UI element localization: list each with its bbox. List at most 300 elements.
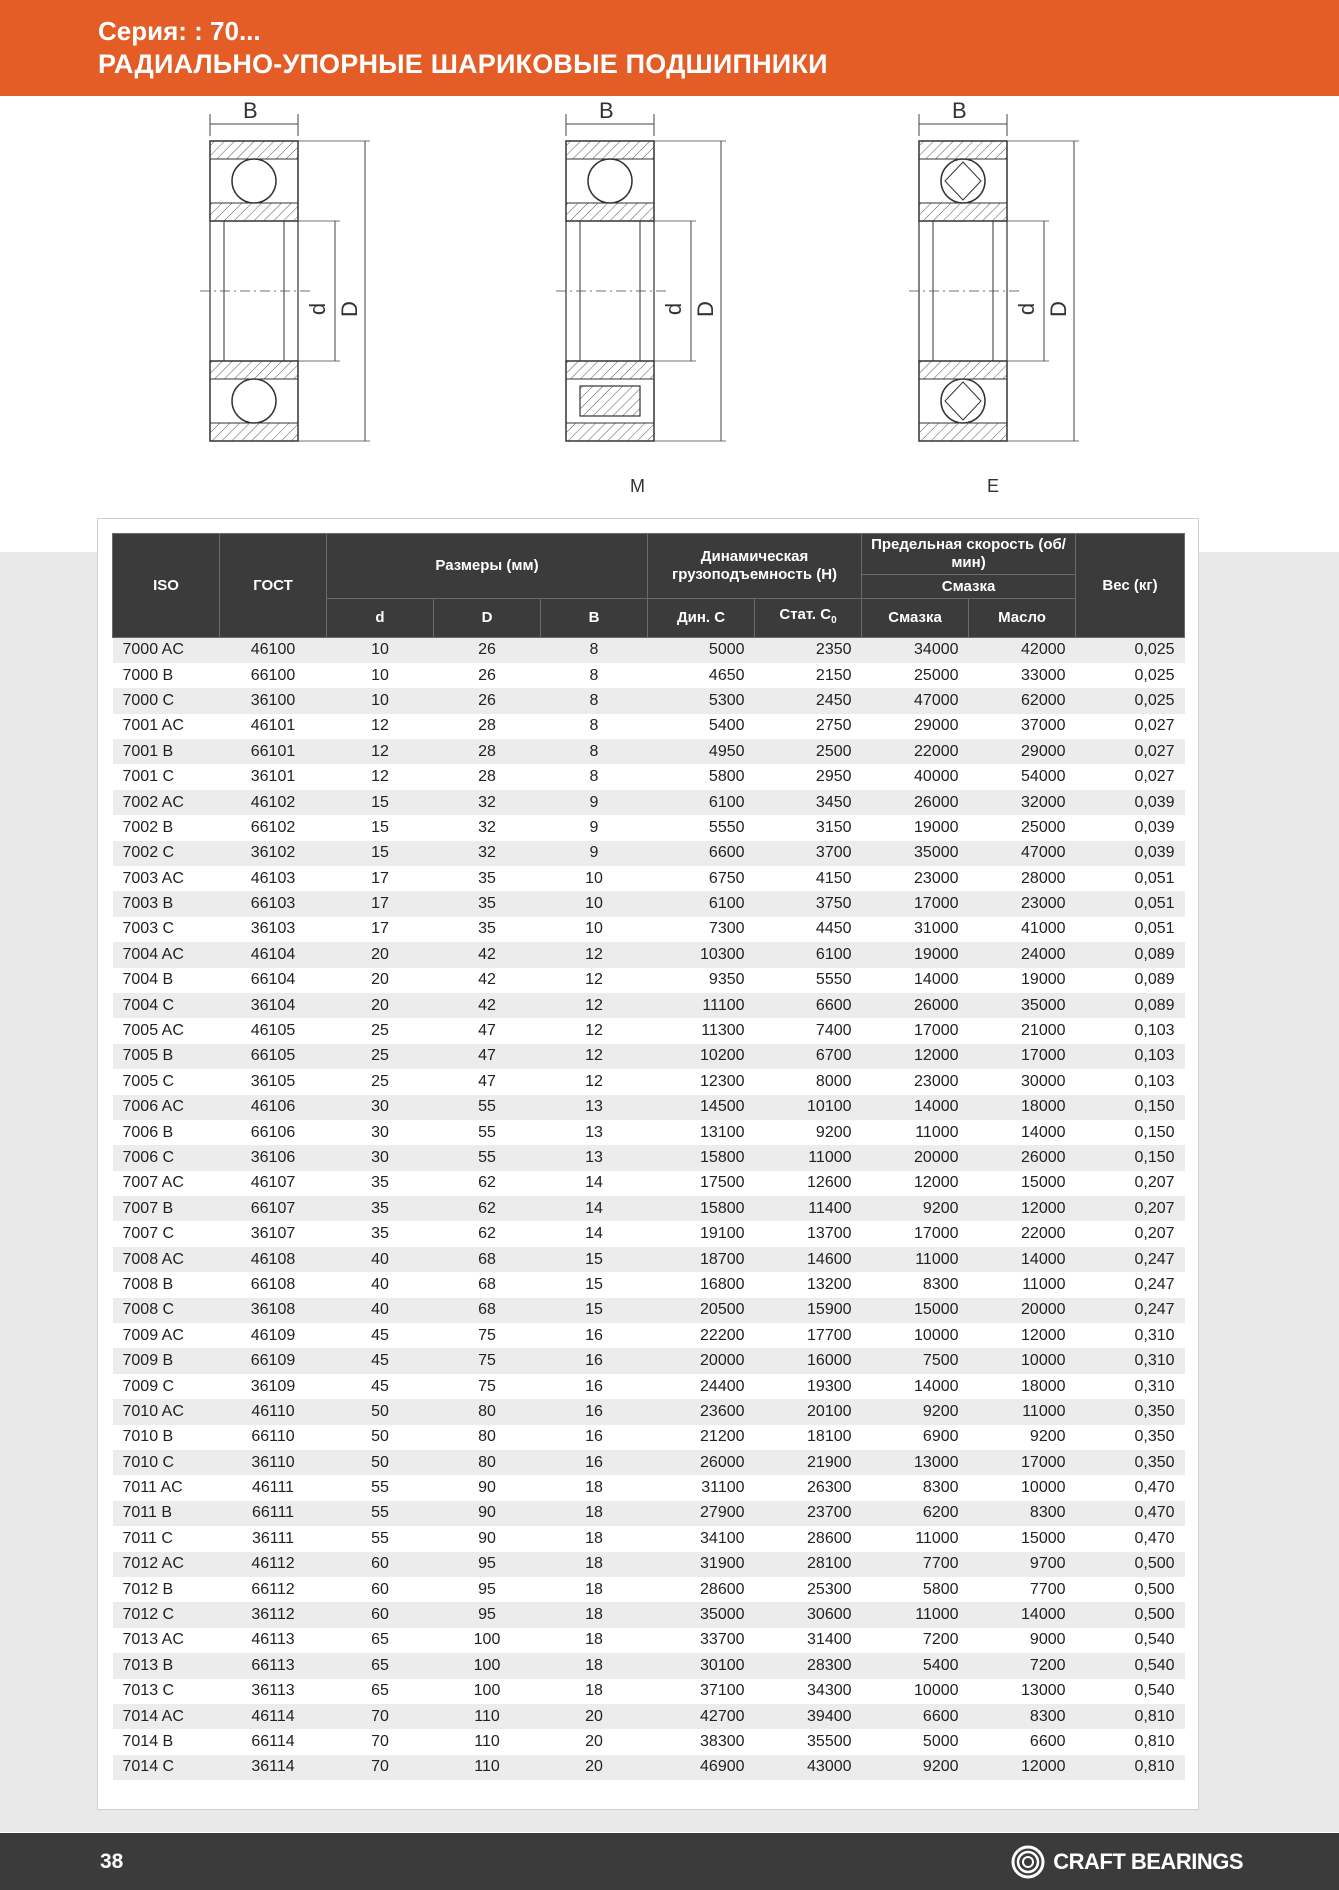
table-cell: 17	[327, 891, 434, 916]
table-cell: 0,500	[1076, 1552, 1185, 1577]
bearing-drawing-ac	[200, 106, 380, 466]
table-cell: 42000	[969, 638, 1076, 663]
table-cell: 34000	[862, 638, 969, 663]
table-cell: 37100	[648, 1679, 755, 1704]
table-cell: 26000	[862, 790, 969, 815]
table-cell: 28600	[648, 1577, 755, 1602]
table-cell: 18	[541, 1475, 648, 1500]
table-cell: 4950	[648, 739, 755, 764]
table-cell: 8300	[862, 1475, 969, 1500]
table-cell: 13	[541, 1120, 648, 1145]
table-cell: 36105	[220, 1069, 327, 1094]
table-cell: 10	[327, 638, 434, 663]
table-cell: 25300	[755, 1577, 862, 1602]
table-cell: 55	[327, 1501, 434, 1526]
table-cell: 11100	[648, 993, 755, 1018]
col-header-dims: Размеры (мм)	[327, 534, 648, 599]
table-cell: 15	[327, 815, 434, 840]
table-cell: 7006 B	[113, 1120, 220, 1145]
table-cell: 7001 AC	[113, 714, 220, 739]
table-cell: 50	[327, 1425, 434, 1450]
table-cell: 18100	[755, 1425, 862, 1450]
drawing-label-d-small: d	[1014, 302, 1040, 316]
table-cell: 5000	[648, 638, 755, 663]
table-row	[113, 1679, 1185, 1704]
table-cell: 36108	[220, 1298, 327, 1323]
table-row	[113, 1628, 1185, 1653]
table-cell: 16	[541, 1399, 648, 1424]
table-cell: 7013 B	[113, 1653, 220, 1678]
table-row	[113, 1704, 1185, 1729]
table-cell: 0,470	[1076, 1526, 1185, 1551]
table-cell: 0,027	[1076, 714, 1185, 739]
brand-ring-icon	[1011, 1845, 1045, 1879]
table-cell: 46109	[220, 1323, 327, 1348]
table-cell: 12000	[862, 1171, 969, 1196]
table-cell: 26300	[755, 1475, 862, 1500]
table-cell: 31900	[648, 1552, 755, 1577]
table-cell: 7012 AC	[113, 1552, 220, 1577]
table-cell: 7011 AC	[113, 1475, 220, 1500]
table-cell: 11000	[969, 1399, 1076, 1424]
table-cell: 36103	[220, 917, 327, 942]
table-cell: 17	[327, 917, 434, 942]
table-cell: 2150	[755, 663, 862, 688]
table-cell: 6600	[862, 1704, 969, 1729]
table-cell: 10	[541, 917, 648, 942]
table-cell: 0,089	[1076, 942, 1185, 967]
table-cell: 7011 B	[113, 1501, 220, 1526]
table-cell: 8	[541, 739, 648, 764]
table-cell: 66104	[220, 968, 327, 993]
table-cell: 25	[327, 1018, 434, 1043]
table-cell: 46113	[220, 1628, 327, 1653]
table-cell: 17000	[862, 1018, 969, 1043]
table-cell: 28	[434, 739, 541, 764]
table-cell: 7006 AC	[113, 1095, 220, 1120]
table-row	[113, 1755, 1185, 1780]
table-cell: 46106	[220, 1095, 327, 1120]
table-cell: 0,150	[1076, 1095, 1185, 1120]
table-row	[113, 1501, 1185, 1526]
drawing-label-d-large: D	[1045, 301, 1071, 317]
table-cell: 65	[327, 1628, 434, 1653]
table-cell: 2500	[755, 739, 862, 764]
table-cell: 14	[541, 1171, 648, 1196]
table-cell: 12000	[862, 1044, 969, 1069]
table-cell: 7200	[862, 1628, 969, 1653]
table-cell: 110	[434, 1729, 541, 1754]
table-cell: 20	[541, 1755, 648, 1780]
table-row	[113, 1018, 1185, 1043]
table-cell: 19300	[755, 1374, 862, 1399]
table-cell: 30	[327, 1120, 434, 1145]
table-cell: 20000	[862, 1145, 969, 1170]
table-cell: 29000	[969, 739, 1076, 764]
table-cell: 110	[434, 1755, 541, 1780]
table-cell: 35	[434, 917, 541, 942]
table-cell: 20000	[969, 1298, 1076, 1323]
table-cell: 68	[434, 1272, 541, 1297]
table-cell: 2950	[755, 764, 862, 789]
table-row	[113, 1374, 1185, 1399]
table-cell: 0,310	[1076, 1374, 1185, 1399]
table-cell: 45	[327, 1374, 434, 1399]
table-cell: 9200	[862, 1755, 969, 1780]
table-cell: 20	[541, 1729, 648, 1754]
col-header-speed: Предельная скорость (об/мин)	[862, 534, 1076, 575]
table-cell: 35500	[755, 1729, 862, 1754]
table-cell: 0,207	[1076, 1171, 1185, 1196]
table-row	[113, 866, 1185, 891]
col-header-d: d	[327, 599, 434, 638]
table-cell: 7014 C	[113, 1755, 220, 1780]
table-cell: 10	[327, 663, 434, 688]
stat-c-label: Стат. С	[779, 606, 832, 623]
table-cell: 36107	[220, 1221, 327, 1246]
table-cell: 10	[541, 891, 648, 916]
table-cell: 95	[434, 1602, 541, 1627]
table-cell: 0,350	[1076, 1450, 1185, 1475]
table-cell: 11400	[755, 1196, 862, 1221]
table-row	[113, 1729, 1185, 1754]
table-cell: 7000 C	[113, 688, 220, 713]
table-cell: 32000	[969, 790, 1076, 815]
table-cell: 0,207	[1076, 1196, 1185, 1221]
table-cell: 0,027	[1076, 764, 1185, 789]
table-cell: 7007 C	[113, 1221, 220, 1246]
drawing-label-b: B	[952, 98, 967, 123]
table-cell: 30600	[755, 1602, 862, 1627]
table-row	[113, 1095, 1185, 1120]
table-cell: 6700	[755, 1044, 862, 1069]
table-cell: 17500	[648, 1171, 755, 1196]
table-cell: 47	[434, 1044, 541, 1069]
table-cell: 68	[434, 1247, 541, 1272]
table-cell: 31400	[755, 1628, 862, 1653]
table-cell: 25	[327, 1069, 434, 1094]
table-cell: 70	[327, 1755, 434, 1780]
table-cell: 80	[434, 1399, 541, 1424]
table-cell: 35	[327, 1196, 434, 1221]
table-cell: 7002 C	[113, 841, 220, 866]
table-cell: 42700	[648, 1704, 755, 1729]
table-cell: 9200	[862, 1399, 969, 1424]
table-cell: 18	[541, 1501, 648, 1526]
table-cell: 36111	[220, 1526, 327, 1551]
table-cell: 16	[541, 1323, 648, 1348]
table-cell: 6100	[648, 891, 755, 916]
variant-label-e: E	[987, 476, 1000, 496]
table-cell: 26	[434, 688, 541, 713]
table-cell: 9200	[755, 1120, 862, 1145]
table-cell: 41000	[969, 917, 1076, 942]
table-row	[113, 1323, 1185, 1348]
table-cell: 46108	[220, 1247, 327, 1272]
table-cell: 5550	[755, 968, 862, 993]
table-cell: 66112	[220, 1577, 327, 1602]
table-row	[113, 739, 1185, 764]
table-cell: 17000	[862, 891, 969, 916]
table-cell: 28	[434, 764, 541, 789]
table-cell: 8	[541, 638, 648, 663]
table-cell: 7004 AC	[113, 942, 220, 967]
table-cell: 12000	[969, 1755, 1076, 1780]
table-cell: 9700	[969, 1552, 1076, 1577]
col-header-outer-d: D	[434, 599, 541, 638]
table-cell: 0,089	[1076, 968, 1185, 993]
table-cell: 66106	[220, 1120, 327, 1145]
table-cell: 5400	[648, 714, 755, 739]
table-cell: 42	[434, 993, 541, 1018]
table-row	[113, 1552, 1185, 1577]
table-row	[113, 1145, 1185, 1170]
table-cell: 3750	[755, 891, 862, 916]
table-cell: 7004 B	[113, 968, 220, 993]
table-cell: 10	[541, 866, 648, 891]
table-cell: 12	[541, 1018, 648, 1043]
col-header-grease: Смазка	[862, 599, 969, 638]
table-cell: 9200	[969, 1425, 1076, 1450]
table-cell: 66100	[220, 663, 327, 688]
table-row	[113, 1450, 1185, 1475]
table-cell: 0,089	[1076, 993, 1185, 1018]
table-cell: 0,025	[1076, 688, 1185, 713]
table-cell: 14000	[862, 968, 969, 993]
table-cell: 15000	[862, 1298, 969, 1323]
table-cell: 7009 AC	[113, 1323, 220, 1348]
table-row	[113, 663, 1185, 688]
table-row	[113, 891, 1185, 916]
table-cell: 7003 B	[113, 891, 220, 916]
table-cell: 46900	[648, 1755, 755, 1780]
table-cell: 28100	[755, 1552, 862, 1577]
table-cell: 0,039	[1076, 790, 1185, 815]
table-cell: 6900	[862, 1425, 969, 1450]
table-body	[113, 638, 1185, 1781]
drawing-label-b: B	[599, 98, 614, 123]
table-cell: 8300	[969, 1501, 1076, 1526]
table-cell: 26000	[862, 993, 969, 1018]
table-cell: 23000	[862, 1069, 969, 1094]
table-cell: 0,103	[1076, 1069, 1185, 1094]
table-cell: 55	[434, 1120, 541, 1145]
table-cell: 66105	[220, 1044, 327, 1069]
table-cell: 14	[541, 1221, 648, 1246]
table-cell: 25000	[969, 815, 1076, 840]
table-cell: 19000	[862, 942, 969, 967]
table-cell: 46102	[220, 790, 327, 815]
table-cell: 2450	[755, 688, 862, 713]
table-cell: 36104	[220, 993, 327, 1018]
table-cell: 35	[327, 1221, 434, 1246]
table-cell: 20	[327, 942, 434, 967]
table-cell: 66113	[220, 1653, 327, 1678]
table-cell: 46112	[220, 1552, 327, 1577]
brand-logo	[1011, 1846, 1243, 1878]
table-cell: 7005 AC	[113, 1018, 220, 1043]
table-cell: 7011 C	[113, 1526, 220, 1551]
table-cell: 6600	[755, 993, 862, 1018]
table-cell: 10	[327, 688, 434, 713]
table-cell: 6600	[648, 841, 755, 866]
table-row	[113, 841, 1185, 866]
table-cell: 42	[434, 942, 541, 967]
table-cell: 13100	[648, 1120, 755, 1145]
table-cell: 22200	[648, 1323, 755, 1348]
table-cell: 14000	[969, 1247, 1076, 1272]
table-cell: 7003 AC	[113, 866, 220, 891]
table-cell: 8300	[862, 1272, 969, 1297]
table-cell: 0,247	[1076, 1298, 1185, 1323]
bearing-drawing-e	[909, 106, 1089, 466]
table-cell: 12	[327, 764, 434, 789]
table-cell: 35000	[969, 993, 1076, 1018]
table-cell: 28300	[755, 1653, 862, 1678]
table-cell: 19000	[862, 815, 969, 840]
table-cell: 62000	[969, 688, 1076, 713]
table-cell: 13	[541, 1145, 648, 1170]
table-cell: 29000	[862, 714, 969, 739]
table-cell: 0,500	[1076, 1577, 1185, 1602]
table-cell: 25	[327, 1044, 434, 1069]
col-header-dynamic: Динамическая грузоподъемность (Н)	[648, 534, 862, 599]
table-cell: 15	[327, 841, 434, 866]
bearing-drawings	[0, 96, 1339, 516]
table-cell: 17	[327, 866, 434, 891]
table-row	[113, 638, 1185, 663]
table-cell: 0,150	[1076, 1120, 1185, 1145]
table-cell: 0,039	[1076, 815, 1185, 840]
table-cell: 5550	[648, 815, 755, 840]
table-cell: 13200	[755, 1272, 862, 1297]
table-cell: 11000	[862, 1526, 969, 1551]
table-cell: 7014 B	[113, 1729, 220, 1754]
table-row	[113, 790, 1185, 815]
table-cell: 0,247	[1076, 1272, 1185, 1297]
table-cell: 15000	[969, 1171, 1076, 1196]
table-cell: 100	[434, 1679, 541, 1704]
table-cell: 18	[541, 1526, 648, 1551]
table-cell: 10000	[969, 1475, 1076, 1500]
table-cell: 14600	[755, 1247, 862, 1272]
table-cell: 36102	[220, 841, 327, 866]
table-cell: 95	[434, 1577, 541, 1602]
table-row	[113, 1221, 1185, 1246]
table-cell: 7008 C	[113, 1298, 220, 1323]
table-cell: 31000	[862, 917, 969, 942]
table-cell: 22000	[969, 1221, 1076, 1246]
table-cell: 20500	[648, 1298, 755, 1323]
page-number: 38	[100, 1850, 124, 1873]
table-cell: 43000	[755, 1755, 862, 1780]
table-cell: 0,540	[1076, 1679, 1185, 1704]
table-cell: 11000	[862, 1120, 969, 1145]
table-cell: 60	[327, 1552, 434, 1577]
table-cell: 15800	[648, 1196, 755, 1221]
table-cell: 7003 C	[113, 917, 220, 942]
series-title: Серия: : 70...	[98, 16, 261, 46]
table-cell: 7500	[862, 1348, 969, 1373]
table-cell: 0,027	[1076, 739, 1185, 764]
table-cell: 5400	[862, 1653, 969, 1678]
table-cell: 10000	[969, 1348, 1076, 1373]
col-header-stat-c	[755, 599, 862, 638]
table-cell: 14500	[648, 1095, 755, 1120]
table-cell: 25000	[862, 663, 969, 688]
table-cell: 46114	[220, 1704, 327, 1729]
table-cell: 7007 AC	[113, 1171, 220, 1196]
table-cell: 33700	[648, 1628, 755, 1653]
table-row	[113, 1196, 1185, 1221]
table-cell: 12	[541, 1044, 648, 1069]
table-row	[113, 1653, 1185, 1678]
table-cell: 19000	[969, 968, 1076, 993]
table-cell: 19100	[648, 1221, 755, 1246]
table-cell: 5800	[862, 1577, 969, 1602]
table-cell: 3700	[755, 841, 862, 866]
table-cell: 36100	[220, 688, 327, 713]
table-cell: 7008 B	[113, 1272, 220, 1297]
table-cell: 21900	[755, 1450, 862, 1475]
table-cell: 14000	[969, 1120, 1076, 1145]
table-cell: 7013 AC	[113, 1628, 220, 1653]
table-cell: 15800	[648, 1145, 755, 1170]
table-cell: 5000	[862, 1729, 969, 1754]
table-cell: 0,350	[1076, 1399, 1185, 1424]
table-cell: 16800	[648, 1272, 755, 1297]
table-row	[113, 1526, 1185, 1551]
table-cell: 100	[434, 1628, 541, 1653]
table-cell: 5300	[648, 688, 755, 713]
table-cell: 7009 B	[113, 1348, 220, 1373]
table-cell: 10300	[648, 942, 755, 967]
table-cell: 30	[327, 1095, 434, 1120]
table-cell: 47	[434, 1018, 541, 1043]
table-cell: 7300	[648, 917, 755, 942]
table-cell: 34100	[648, 1526, 755, 1551]
table-cell: 47	[434, 1069, 541, 1094]
table-cell: 3450	[755, 790, 862, 815]
table-row	[113, 815, 1185, 840]
table-cell: 40	[327, 1247, 434, 1272]
table-cell: 46100	[220, 638, 327, 663]
table-cell: 90	[434, 1475, 541, 1500]
table-cell: 35000	[648, 1602, 755, 1627]
table-cell: 40000	[862, 764, 969, 789]
table-row	[113, 1602, 1185, 1627]
table-cell: 7002 AC	[113, 790, 220, 815]
table-cell: 18	[541, 1628, 648, 1653]
table-row	[113, 1348, 1185, 1373]
table-cell: 11000	[755, 1145, 862, 1170]
drawing-label-d-large: D	[336, 301, 362, 317]
table-cell: 0,350	[1076, 1425, 1185, 1450]
table-row	[113, 1069, 1185, 1094]
table-cell: 7010 C	[113, 1450, 220, 1475]
table-cell: 13	[541, 1095, 648, 1120]
table-cell: 10000	[862, 1679, 969, 1704]
table-row	[113, 1044, 1185, 1069]
table-cell: 90	[434, 1526, 541, 1551]
table-cell: 0,540	[1076, 1628, 1185, 1653]
table-cell: 6750	[648, 866, 755, 891]
table-cell: 36112	[220, 1602, 327, 1627]
table-cell: 46103	[220, 866, 327, 891]
table-cell: 36109	[220, 1374, 327, 1399]
table-cell: 75	[434, 1374, 541, 1399]
table-cell: 0,810	[1076, 1729, 1185, 1754]
